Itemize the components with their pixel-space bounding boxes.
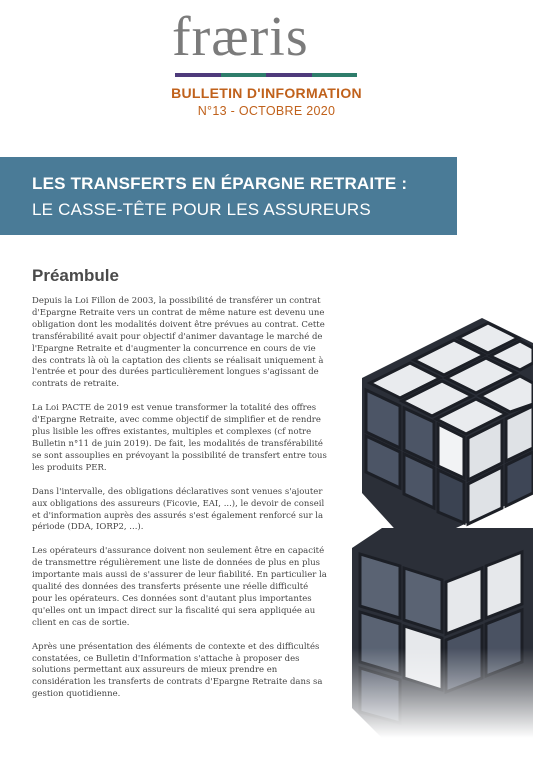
bulletin-number: N°13 - OCTOBRE 2020	[197, 104, 336, 118]
paragraph: Dans l'intervalle, des obligations déclaratives sont venues s'ajouter aux obligations des assureurs (Ficovie, EAI, ...), le devoir de conseil et d'information auprès des assurés s'est également renforcé sur la période (DDA, IORP2, ...).	[32, 486, 325, 533]
paragraph: Les opérateurs d'assurance doivent non seulement être en capacité de transmettre régulièrement une liste de données de plus en plus importante mais aussi de s'assurer de leur fiabilité. En particulier la qualité des données des transferts présente une réelle difficulté pour les opérateurs. Ces données sont d'autant plus importantes qu'elles ont un impact direct sur la fiscalité qui sera appliquée au client en cas de sortie.	[32, 546, 327, 628]
page-header	[0, 0, 533, 150]
paragraph: La Loi PACTE de 2019 est venue transformer la totalité des offres d'Epargne Retraite, avec comme objectif de simplifier et de rendre plus lisible les offres existantes, multiples et complexes (cf notre Bulletin n°11 de juin 2019). De fait, les modalités de transférabilité se sont assouplies en prévoyant la possibilité de transfert entre tous les produits PER.	[32, 403, 327, 473]
logo-bar-segment	[266, 73, 312, 77]
rubiks-cube-illustration	[342, 318, 533, 738]
logo-color-bar	[175, 73, 357, 77]
logo-bar-segment	[175, 73, 221, 77]
paragraph: Depuis la Loi Fillon de 2003, la possibilité de transférer un contrat d'Epargne Retraite vers un contrat de même nature est devenu une obligation dont les modalités doivent être prévues au contrat. Cette transférabilité avait pour objectif d'animer davantage le marché de l'Epargne Retraite et d'augmenter la concurrence en cours de vie des contrats là où la captation des clients se réalisait uniquement à l'entrée et pour des durées particulièrement longues s'agissant de contrats de retraite.	[32, 296, 325, 390]
logo-bar-segment	[312, 73, 358, 77]
banner-title-line1: LES TRANSFERTS EN ÉPARGNE RETRAITE :	[32, 174, 408, 193]
company-logo: fræris	[172, 6, 309, 68]
bulletin-title: BULLETIN D'INFORMATION	[171, 85, 362, 101]
article-body	[32, 296, 328, 713]
logo-bar-segment	[221, 73, 267, 77]
paragraph: Après une présentation des éléments de contexte et des difficultés constatées, ce Bulletin d'Information s'attache à proposer des solutions permettant aux assureurs de mieux prendre en considération les transferts de contrats d'Epargne Retraite dans sa gestion quotidienne.	[32, 641, 323, 700]
banner-title-line2: LE CASSE-TÊTE POUR LES ASSUREURS	[32, 200, 371, 219]
section-title: Préambule	[32, 266, 119, 285]
title-banner	[0, 157, 457, 235]
